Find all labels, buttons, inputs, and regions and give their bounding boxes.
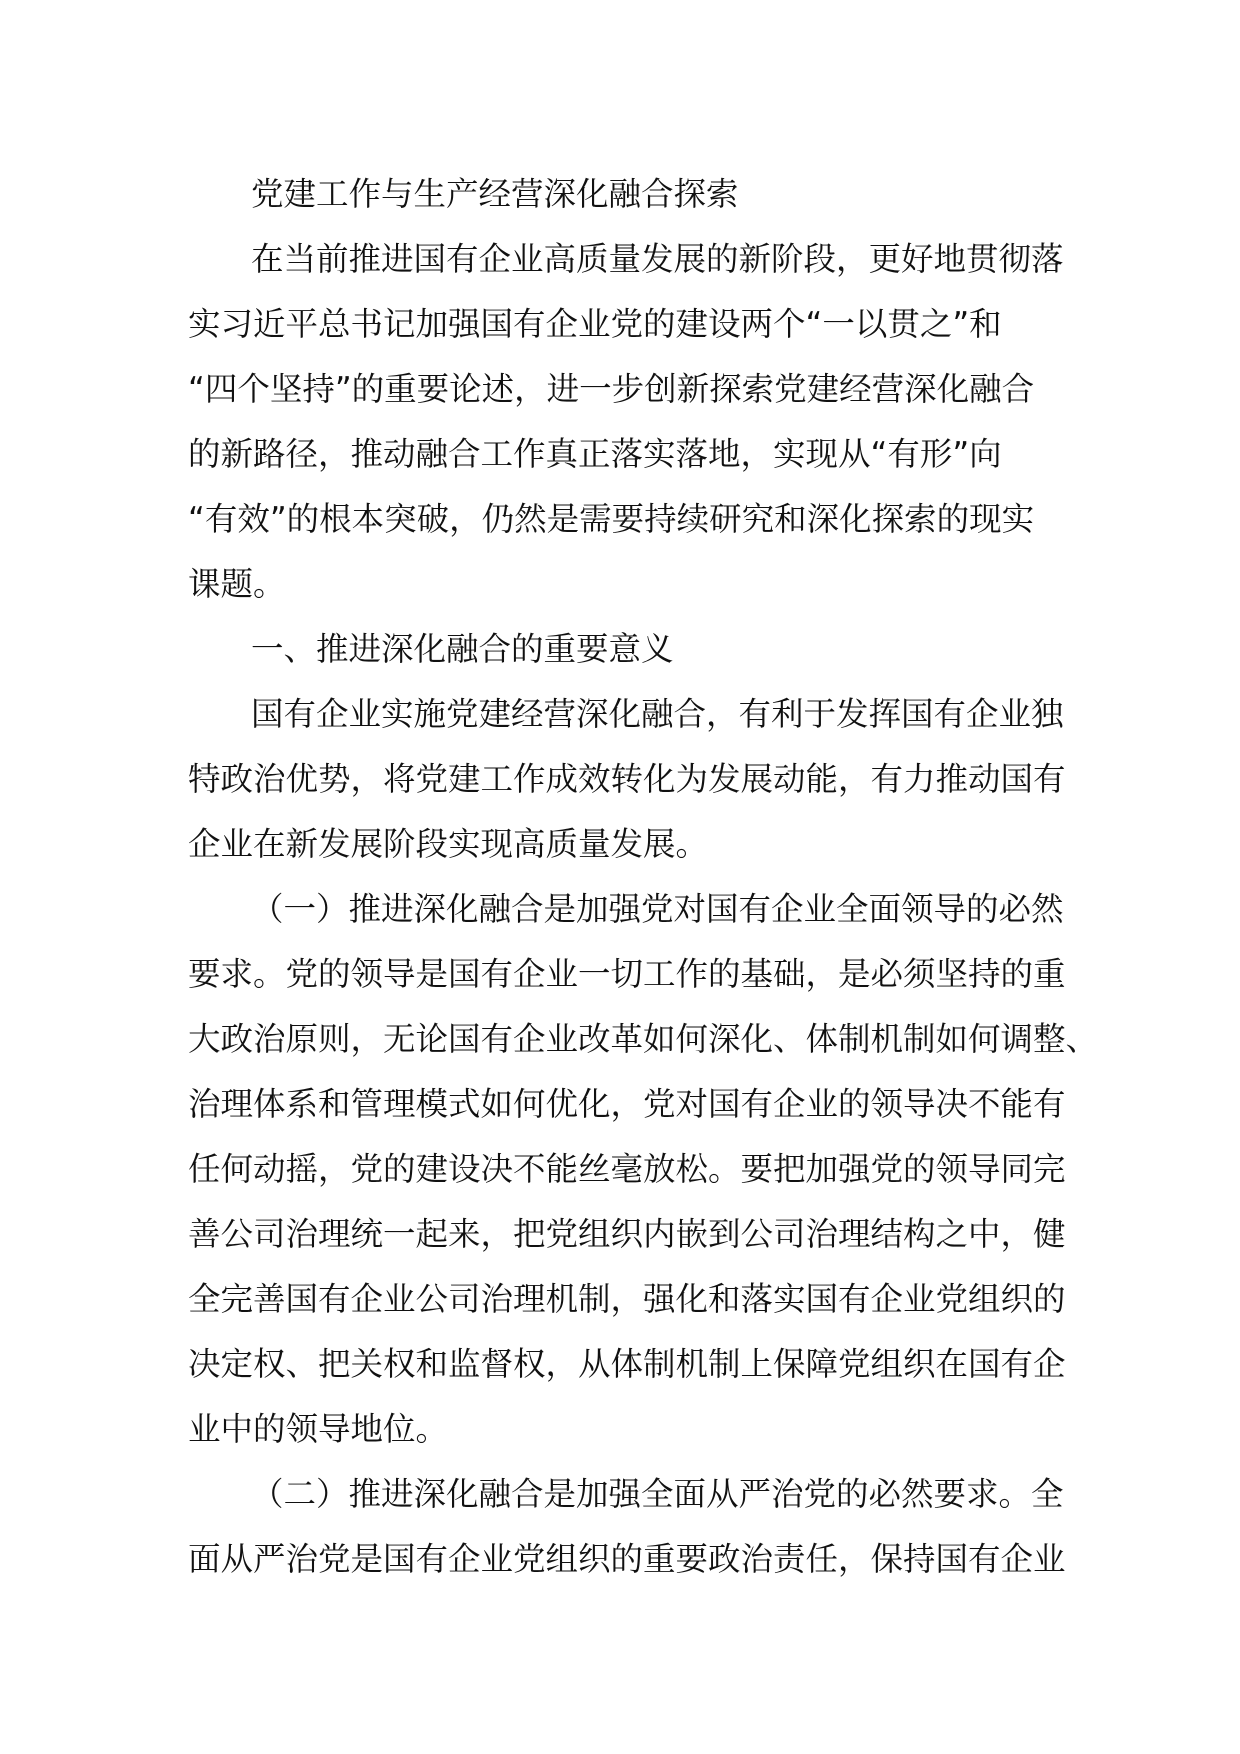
paragraph-line: “有效”的根本突破，仍然是需要持续研究和深化探索的现实 — [188, 500, 1035, 538]
paragraph-line: 特政治优势，将党建工作成效转化为发展动能，有力推动国有 — [188, 760, 1066, 798]
paragraph-line: 治理体系和管理模式如何优化，党对国有企业的领导决不能有 — [188, 1085, 1066, 1123]
subsection-heading-line: （一）推进深化融合是加强党对国有企业全面领导的必然 — [251, 890, 1064, 928]
paragraph-line: 课题。 — [188, 565, 286, 603]
document-title: 党建工作与生产经营深化融合探索 — [251, 175, 739, 213]
paragraph-line: 要求。党的领导是国有企业一切工作的基础，是必须坚持的重 — [188, 955, 1066, 993]
paragraph-line: “四个坚持”的重要论述，进一步创新探索党建经营深化融合 — [188, 370, 1035, 408]
paragraph-line: 业中的领导地位。 — [188, 1410, 449, 1448]
paragraph-line: 全完善国有企业公司治理机制，强化和落实国有企业党组织的 — [188, 1280, 1066, 1318]
paragraph-line: 大政治原则，无论国有企业改革如何深化、体制机制如何调整、 — [188, 1020, 1099, 1058]
section-heading: 一、推进深化融合的重要意义 — [251, 630, 674, 668]
subsection-heading-line: （二）推进深化融合是加强全面从严治党的必然要求。全 — [251, 1475, 1064, 1513]
paragraph-line: 在当前推进国有企业高质量发展的新阶段，更好地贯彻落 — [251, 240, 1064, 278]
paragraph-line: 的新路径，推动融合工作真正落实落地，实现从“有形”向 — [188, 435, 1002, 473]
paragraph-line: 决定权、把关权和监督权，从体制机制上保障党组织在国有企 — [188, 1345, 1066, 1383]
document-body — [188, 162, 1099, 1592]
paragraph-line: 实习近平总书记加强国有企业党的建设两个“一以贯之”和 — [188, 305, 1002, 343]
paragraph-line: 善公司治理统一起来，把党组织内嵌到公司治理结构之中，健 — [188, 1215, 1066, 1253]
paragraph-line: 面从严治党是国有企业党组织的重要政治责任，保持国有企业 — [188, 1540, 1066, 1578]
paragraph-line: 任何动摇，党的建设决不能丝毫放松。要把加强党的领导同完 — [188, 1150, 1066, 1188]
paragraph-line: 企业在新发展阶段实现高质量发展。 — [188, 825, 709, 863]
paragraph-line: 国有企业实施党建经营深化融合，有利于发挥国有企业独 — [251, 695, 1064, 733]
